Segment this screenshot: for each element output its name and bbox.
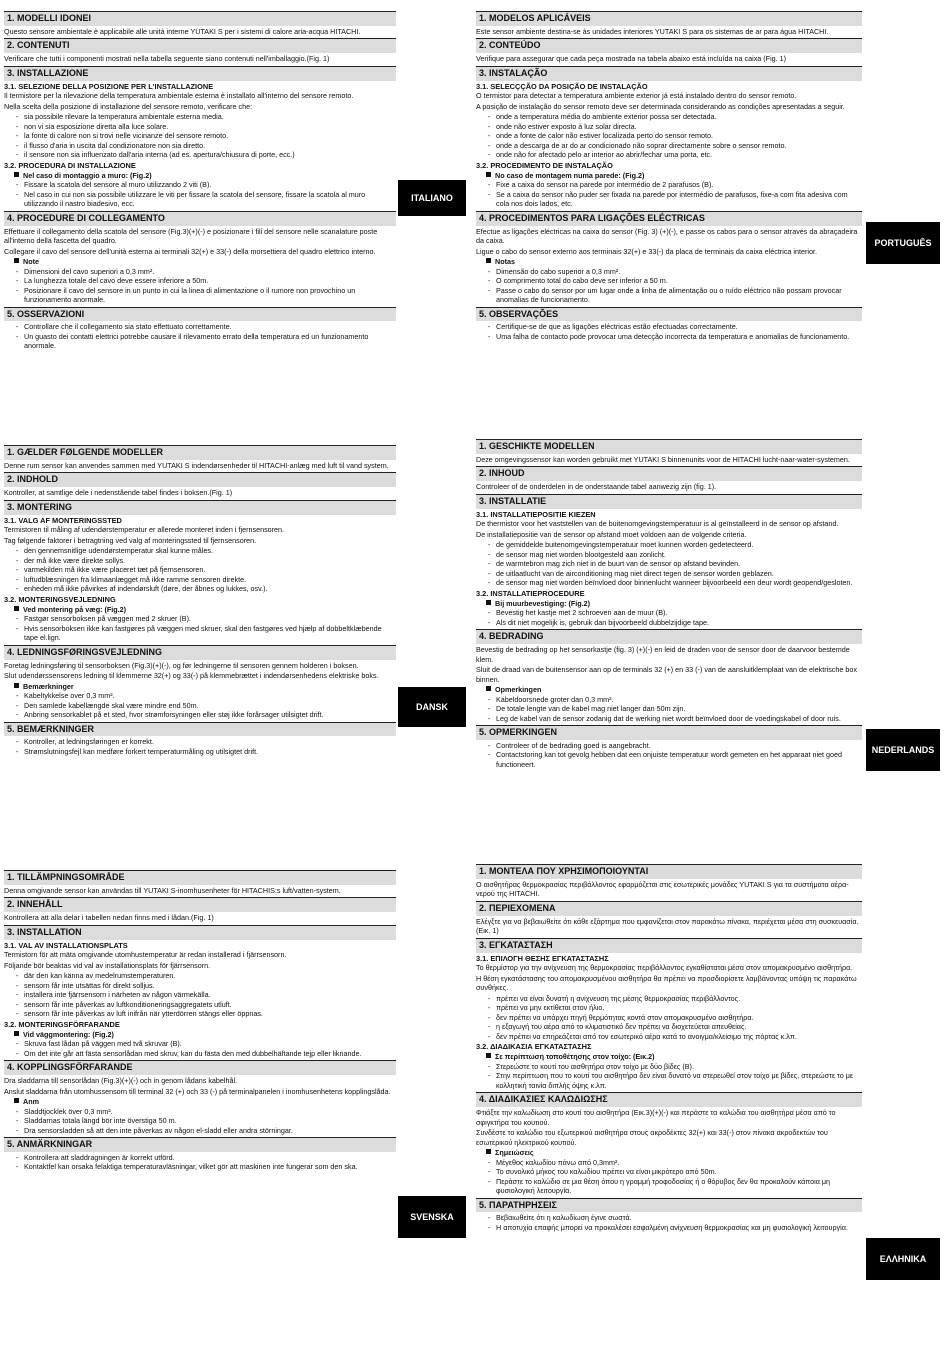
paragraph: Termistoren til måling af udendørstemperatur er allerede monteret inden i fjernsensoren. xyxy=(4,525,285,535)
list-item: - πρέπει να μην εκτίθεται στον ήλιο. xyxy=(488,1003,862,1013)
note-heading xyxy=(476,257,862,267)
list-item: - onde não for afectado pelo ar interior ao abrir/fechar uma porta, etc. xyxy=(488,150,862,160)
paragraph: Controleer of de onderdelen in de onderstaande tabel aanwezig zijn (fig. 1). xyxy=(476,482,717,492)
dash-list xyxy=(4,971,396,1019)
list-item: - de uitlaatlucht van de airconditioning mag niet direct tegen de sensor worden geblazen. xyxy=(488,569,862,579)
paragraph: Denne rum sensor kan anvendes sammen med YUTAKI S indendørsenheder til HITACHI-anlæg med luft til vand system. xyxy=(4,460,389,470)
list-item: - δεν πρέπει να επηρεάζεται από τον εσωτερικό αέρα κατά το ανοιγμα/κλείσιμο της πόρτας κ.λπ. xyxy=(488,1032,862,1042)
list-item: - Anbring sensorkablet på et sted, hvor strømforsyningen eller støj ikke forårsager utilsigtet drift. xyxy=(16,710,396,720)
paragraph: Το θερμίστορ για την ανίχνευση της θερμοκρασίας περιβάλλοντος εγκαθίσταται μέσα στον απομακρυσμένο αισθητήρα. xyxy=(476,963,853,973)
list-item: - Strømslutningsfejl kan medføre forkert temperaturmåling og utilsigtet drift. xyxy=(16,747,396,757)
section-heading: 1. MODELLI IDONEI xyxy=(4,11,396,26)
section-italiano xyxy=(4,9,396,352)
paragraph: Tag følgende faktorer i betragtning ved valg af monteringssted til fjernsensoren. xyxy=(4,535,257,545)
tab-ellinika: ΕΛΛΗΝΙΚΑ xyxy=(866,1238,940,1280)
section-heading: 4. PROCEDIMENTOS PARA LIGAÇÕES ELÉCTRICAS xyxy=(476,211,862,226)
list-item: - Dra sensorsladden så att den inte påverkas av någon el-sladd eller andra störningar. xyxy=(16,1126,396,1136)
section-heading: 2. CONTENUTI xyxy=(4,38,396,53)
note-heading xyxy=(4,1097,396,1107)
dash-list xyxy=(4,691,396,720)
list-item: - de sensor mag niet worden blootgesteld aan zonlicht. xyxy=(488,550,862,560)
section-heading: 1. TILLÄMPNINGSOMRÅDE xyxy=(4,870,396,885)
dash-list xyxy=(476,608,862,627)
list-item: - Kontroller, at ledningsføringen er korrekt. xyxy=(16,737,396,747)
list-item: - Posizionare il cavo del sensore in un punto in cui la linea di alimentazione o il rumore non provochino un funzionamento anormale. xyxy=(16,286,396,305)
paragraph: Dra sladdarna till sensorlådan (Fig.3)(+)(-) och in genom lådans kabelhål. xyxy=(4,1076,238,1086)
paragraph: Verifique para assegurar que cada peça mostrada na tabela abaixo está incluída na caixa (Fig. 1) xyxy=(476,54,787,64)
square-bullet-icon xyxy=(486,600,491,605)
section-heading: 2. INHOUD xyxy=(476,466,862,481)
list-item: - η εξαγωγή του αέρα από το κλιματιστικό δεν πρέπει να διοχετεύεται απευθείας. xyxy=(488,1022,862,1032)
square-bullet-icon xyxy=(14,683,19,688)
subsection-heading: 3.2. ΔΙΑΔΙΚΑΣΙΑ ΕΓΚΑΤΑΣΤΑΣΗΣ xyxy=(476,1042,592,1052)
note-heading-text: Notas xyxy=(495,257,515,267)
note-heading xyxy=(476,685,862,695)
note-heading-text: Note xyxy=(23,257,39,267)
note-heading xyxy=(476,599,862,609)
section-heading: 1. ΜΟΝΤΕΛΑ ΠΟΥ ΧΡΗΣΙΜΟΠΟΙΟΥΝΤΑΙ xyxy=(476,864,862,879)
dash-list xyxy=(476,540,862,588)
paragraph: O termistor para detectar a temperatura ambiente exterior já está instalado dentro do sensor remoto. xyxy=(476,91,797,101)
list-item: - O comprimento total do cabo deve ser inferior a 50 m. xyxy=(488,276,862,286)
subsection-heading: 3.2. PROCEDURA DI INSTALLAZIONE xyxy=(4,160,136,170)
section-nederlands xyxy=(476,437,862,770)
list-item: - Nel caso in cui non sia possibile utilizzare le viti per fissare la scatola del sensore, fissare la scatola al muro utilizzando il nastro biadesivo, ecc. xyxy=(16,190,396,209)
note-heading xyxy=(4,605,396,615)
dash-list xyxy=(476,112,862,160)
list-item: - sensorn får inte påverkas av luft inifrån när ytterdörren stängs eller öppnas. xyxy=(16,1009,396,1019)
list-item: - varmekilden må ikke være placeret tæt på fjernsensoren. xyxy=(16,565,396,575)
dash-list xyxy=(4,1153,396,1172)
list-item: - il flusso d'aria in uscita dal condizionatore non sia diretto. xyxy=(16,141,396,151)
list-item: - Kontaktfel kan orsaka felaktiga temperaturavläsningar, vilket gör att maskinen inte fungerar som den ska. xyxy=(16,1162,396,1172)
subsection-heading: 3.1. INSTALLATIEPOSITIE KIEZEN xyxy=(476,509,596,519)
square-bullet-icon xyxy=(14,258,19,263)
note-heading xyxy=(4,257,396,267)
list-item: - Dimensioni del cavo superiori a 0,3 mm². xyxy=(16,267,396,277)
subsection-heading: 3.1. VAL AV INSTALLATIONSPLATS xyxy=(4,940,128,950)
section-heading: 2. ΠΕΡΙΕΧΟΜΕΝΑ xyxy=(476,901,862,916)
dash-list xyxy=(4,1107,396,1136)
paragraph: Efectue as ligações eléctricas na caixa do sensor (Fig. 3) (+)(-), e passe os cabos para o sensor através da abraçadeira da caixa. xyxy=(476,226,858,246)
paragraph: Effettuare il collegamento della scatola del sensore (Fig.3)(+)(-) e posizionare i fili del sensore nelle scanalature poste all'interno della fascetta del quadro. xyxy=(4,226,378,246)
square-bullet-icon xyxy=(486,686,491,691)
list-item: - Bevestig het kastje met 2 schroeven aan de muur (B). xyxy=(488,608,862,618)
list-item: - sensorn får inte utsättas för direkt solljus. xyxy=(16,981,396,991)
section-heading: 1. MODELOS APLICÁVEIS xyxy=(476,11,862,26)
paragraph: Φτιάξτε την καλωδίωση στο κουτί του αισθητήρα (Εικ.3)(+)(-) και περάστε τα καλώδια του αισθητήρα μέσα από το σφιγκτήρα του κουτιού. xyxy=(476,1108,836,1127)
note-heading xyxy=(476,1148,862,1158)
section-heading: 4. LEDNINGSFØRINGSVEJLEDNING xyxy=(4,645,396,660)
list-item: - πρέπει να είναι δυνατή η ανίχνευση της μέσης θερμοκρασίας περιβάλλοντος. xyxy=(488,994,862,1004)
square-bullet-icon xyxy=(486,258,491,263)
section-heading: 4. KOPPLINGSFÖRFARANDE xyxy=(4,1060,396,1075)
dash-list xyxy=(476,741,862,770)
section-heading: 3. INSTALLATIE xyxy=(476,494,862,509)
list-item: - Περάστε το καλώδιο σε μια θέση όπου η γραμμή τροφοδοσίας ή ο θόρυβος δεν θα προκαλούν κάποια μη φυσιολογική λειτουργία. xyxy=(488,1177,862,1196)
dash-list xyxy=(476,267,862,305)
note-heading-text: Bij muurbevestiging: (Fig.2) xyxy=(495,598,591,608)
dash-list xyxy=(476,1213,862,1232)
list-item: - de warmtebron mag zich niet in de buurt van de sensor op afstand bevinden. xyxy=(488,559,862,569)
section-heading: 4. BEDRADING xyxy=(476,629,862,644)
paragraph: Anslut sladdarna från utomhussensorn till terminal 32 (+) och 33 (-) på terminalpanelen i inomhusenhetens kopplingslåda. xyxy=(4,1086,391,1096)
list-item: - onde a temperatura média do ambiente exterior possa ser detectada. xyxy=(488,112,862,122)
paragraph: Questo sensore ambientale è applicabile alle unità interne YUTAKI S per i sistemi di calore aria-acqua HITACHI. xyxy=(4,26,361,36)
section-heading: 4. PROCEDURE DI COLLEGAMENTO xyxy=(4,211,396,226)
paragraph: De thermistor voor het vaststellen van de buitenomgevingstemperatuur is al geïnstalleerd in de sensor op afstand. xyxy=(476,519,839,529)
list-item: - Hvis sensorboksen ikke kan fastgøres på væggen med skruer, skal den fastgøres ved hjælp af dobbeltklæbende tape el.lign. xyxy=(16,624,396,643)
tab-italiano: ITALIANO xyxy=(398,180,466,216)
section-dansk xyxy=(4,443,396,757)
section-heading: 5. ANMÄRKNINGAR xyxy=(4,1137,396,1152)
list-item: - Dimensão do cabo superior a 0,3 mm². xyxy=(488,267,862,277)
list-item: - onde a descarga de ar do ar condicionado não soprar directamente sobre o sensor remoto. xyxy=(488,141,862,151)
dash-list xyxy=(4,180,396,209)
section-heading: 1. GÆLDER FØLGENDE MODELLER xyxy=(4,445,396,460)
list-item: - il sensore non sia influenzato dall'aria interna (ad es. apertura/chiusura di porte, ecc.) xyxy=(16,150,396,160)
note-heading xyxy=(4,682,396,692)
list-item: - Controleer of de bedrading goed is aangebracht. xyxy=(488,741,862,751)
subsection-heading: 3.2. PROCEDIMENTO DE INSTALAÇÃO xyxy=(476,160,613,170)
list-item: - Passe o cabo do sensor por um lugar onde a linha de alimentação ou o ruído eléctrico não possam provocar anomalias de funcionamento. xyxy=(488,286,862,305)
list-item: - Sladdarnas totala längd bör inte överstiga 50 m. xyxy=(16,1116,396,1126)
paragraph: Συνδέστε το καλώδιο του εξωτερικού αισθητήρα στους ακροδέκτες 32(+) και 33(-) στον πίνακα ακροδεκτών του εσωτερικού ηλεκτρικού κουτιού. xyxy=(476,1128,828,1147)
section-heading: 3. ΕΓΚΑΤΑΣΤΑΣΗ xyxy=(476,938,862,953)
note-heading xyxy=(476,171,862,181)
paragraph: Η θέση εγκατάστασης του απομακρυσμένου αισθητήρα θα πρέπει να προσδιορίσετε λαμβάνοντας υπόψη τις παρακάτω συνθήκες. xyxy=(476,973,857,993)
dash-list xyxy=(4,614,396,643)
tab-nederlands: NEDERLANDS xyxy=(866,729,940,771)
section-svenska xyxy=(4,868,396,1173)
list-item: - δεν πρέπει να υπάρχει πηγή θερμότητας κοντά στον απομακρυσμένο αισθητήρα. xyxy=(488,1013,862,1023)
dash-list xyxy=(476,1158,862,1196)
section-heading: 2. INDHOLD xyxy=(4,472,396,487)
note-heading-text: Σε περίπτωση τοποθέτησης στον τοίχο: (Εικ.2) xyxy=(495,1052,655,1062)
dash-list xyxy=(4,112,396,160)
list-item: - Leg de kabel van de sensor zodanig dat de werking niet wordt beïnvloed door de voedingskabel of door ruis. xyxy=(488,714,862,724)
section-heading: 2. INNEHÅLL xyxy=(4,897,396,912)
section-ellinika xyxy=(476,862,862,1233)
section-heading: 3. INSTALAÇÃO xyxy=(476,66,862,81)
section-heading: 2. CONTEÚDO xyxy=(476,38,862,53)
list-item: - Als dit niet mogelijk is, gebruik dan bijvoorbeeld dubbelzijdige tape. xyxy=(488,618,862,628)
paragraph: Termistorn för att mäta omgivande utomhustemperatur är redan installerad i fjärrsensorn. xyxy=(4,950,287,960)
note-heading-text: Vid väggmontering: (Fig.2) xyxy=(23,1029,114,1039)
dash-list xyxy=(4,1039,396,1058)
list-item: - sensorn får inte påverkas av luftkonditioneringsaggregatets utluft. xyxy=(16,1000,396,1010)
list-item: - Se a caixa do sensor não puder ser fixada na parede por intermédio de parafusos, fixe-a com fita adesiva com cola nos dois lados, etc. xyxy=(488,190,862,209)
list-item: - Kabeltykkelse over 0,3 mm². xyxy=(16,691,396,701)
paragraph: Verificare che tutti i componenti mostrati nella tabella seguente siano contenuti nell'imballaggio.(Fig. 1) xyxy=(4,54,330,64)
note-heading-text: Ved montering på væg: (Fig.2) xyxy=(23,604,127,614)
list-item: - den gennemsnitlige udendørstemperatur skal kunne måles. xyxy=(16,546,396,556)
list-item: - Το συνολικό μήκος του καλωδίου πρέπει να είναι μικρότερο από 50m. xyxy=(488,1167,862,1177)
dash-list xyxy=(476,1062,862,1091)
dash-list xyxy=(4,546,396,594)
dash-list xyxy=(4,267,396,305)
paragraph: Nella scelta della posizione di installazione del sensore remoto, verificare che: xyxy=(4,101,253,111)
list-item: - onde a fonte de calor não estiver localizada perto do sensor remoto. xyxy=(488,131,862,141)
list-item: - La lunghezza totale del cavo deve essere inferiore a 50m. xyxy=(16,276,396,286)
dash-list xyxy=(476,994,862,1042)
paragraph: Ελέγξτε για να βεβαιωθείτε ότι κάθε εξάρτημα που εμφανίζεται στον παρακάτω πίνακα, περιέχεται μέσα στη συσκευασία. (Εικ. 1) xyxy=(476,916,859,936)
list-item: - sia possibile rilevare la temperatura ambientale esterna media. xyxy=(16,112,396,122)
tab-svenska: SVENSKA xyxy=(398,1196,466,1238)
note-heading-text: No caso de montagem numa parede: (Fig.2) xyxy=(495,170,645,180)
list-item: - Η αποτυχία επαφής μπορεί να προκαλέσει εσφαλμένη ανίχνευση θερμοκρασίας και μη φυσιολογική λειτουργία. xyxy=(488,1223,862,1233)
subsection-heading: 3.1. SELEZIONE DELLA POSIZIONE PER L'INSTALLAZIONE xyxy=(4,81,214,91)
square-bullet-icon xyxy=(14,1031,19,1036)
section-heading: 3. MONTERING xyxy=(4,500,396,515)
note-heading xyxy=(476,1052,862,1062)
list-item: - Fixe a caixa do sensor na parede por intermédio de 2 parafusos (B). xyxy=(488,180,862,190)
square-bullet-icon xyxy=(486,172,491,177)
list-item: - Contactstoring kan tot gevolg hebben dat een onjuiste temperatuur wordt gemeten en het apparaat niet goed functioneert. xyxy=(488,750,862,769)
paragraph: A posição de instalação do sensor remoto deve ser determinada considerando as condições apresentadas a seguir. xyxy=(476,101,845,111)
list-item: - luftudblæsningen fra klimaanlægget må ikke ramme sensoren direkte. xyxy=(16,575,396,585)
paragraph: Slut udendørssensorens ledning til klemmerne 32(+) og 33(-) på klemmebrættet i indendørsenhedens elektriske boks. xyxy=(4,671,379,681)
section-heading: 5. OSSERVAZIONI xyxy=(4,307,396,322)
section-heading: 3. INSTALLATION xyxy=(4,925,396,940)
subsection-heading: 3.2. MONTERINGSFÖRFARANDE xyxy=(4,1019,120,1029)
note-heading xyxy=(4,171,396,181)
list-item: - Om det inte går att fästa sensorlådan med skruv, kan du fästa den med dubbelhäftande tejp eller liknande. xyxy=(16,1049,396,1059)
note-heading-text: Opmerkingen xyxy=(495,685,542,695)
list-item: - Kontrollera att sladdragningen är korrekt utförd. xyxy=(16,1153,396,1163)
note-heading-text: Anm xyxy=(23,1097,39,1107)
list-item: - Στερεώστε το κουτί του αισθητήρα στον τοίχο με δύο βίδες (B). xyxy=(488,1062,862,1072)
dash-list xyxy=(4,737,396,756)
note-heading-text: Bemærkninger xyxy=(23,681,74,691)
square-bullet-icon xyxy=(14,172,19,177)
list-item: - där den kan känna av medelrumstemperaturen. xyxy=(16,971,396,981)
square-bullet-icon xyxy=(486,1149,491,1154)
section-heading: 5. ΠΑΡΑΤΗΡΗΣΕΙΣ xyxy=(476,1198,862,1213)
paragraph: Bevestig de bedrading op het sensorkastje (fig. 3) (+)(-) en leid de draden voor de sensor door de daarvoor bestemde klem. xyxy=(476,645,850,664)
paragraph: Este sensor ambiente destina-se às unidades interiores YUTAKI S para os sistemas de ar para água HITACHI. xyxy=(476,26,829,36)
section-portugues xyxy=(476,9,862,342)
square-bullet-icon xyxy=(486,1053,491,1058)
list-item: - Sladdtjocklek över 0,3 mm². xyxy=(16,1107,396,1117)
list-item: - Uma falha de contacto pode provocar uma detecção incorrecta da temperatura e anomalias de funcionamento. xyxy=(488,332,862,342)
section-heading: 5. OPMERKINGEN xyxy=(476,725,862,740)
list-item: - Στην περίπτωση που το κουτί του αισθητήρα δεν είναι δυνατό να στερεωθεί στον τοίχο με βίδες, στερεώστε το με κολλητική ταινία διπλής όψης κ.λπ. xyxy=(488,1071,862,1090)
dash-list xyxy=(4,322,396,351)
list-item: - Kabeldoorsnede groter dan 0,3 mm². xyxy=(488,695,862,705)
paragraph: Collegare il cavo del sensore dell'unità esterna ai terminali 32(+) e 33(-) della morsettiera del quadro elettrico interno. xyxy=(4,246,376,256)
subsection-heading: 3.1. ΕΠΙΛΟΓΗ ΘΕΣΗΣ ΕΓΚΑΤΑΣΤΑΣΗΣ xyxy=(476,953,609,963)
subsection-heading: 3.1. VALG AF MONTERINGSSTED xyxy=(4,515,122,525)
section-heading: 1. GESCHIKTE MODELLEN xyxy=(476,439,862,454)
square-bullet-icon xyxy=(14,1098,19,1103)
list-item: - de sensor mag niet worden beïnvloed door binnenlucht wanneer bijvoorbeeld een deur wordt geopend/gesloten. xyxy=(488,578,862,588)
list-item: - Un guasto dei contatti elettrici potrebbe causare il rilevamento errato della temperatura ed un funzionamento anormale. xyxy=(16,332,396,351)
list-item: - Βεβαιωθείτε ότι η καλωδίωση έγινε σωστά. xyxy=(488,1213,862,1223)
paragraph: Ο αισθητήρας θερμοκρασίας περιβάλλοντος εφαρμόζεται στις εσωτερικές μονάδες YUTAKI S για τα συστήματα αέρα-νερού της HITACHI. xyxy=(476,879,849,899)
list-item: - Controllare che il collegamento sia stato effettuato correttamente. xyxy=(16,322,396,332)
list-item: - Fissare la scatola del sensore al muro utilizzando 2 viti (B). xyxy=(16,180,396,190)
paragraph: Foretag ledningsføring til sensorboksen (Fig.3)(+)(-), og før ledningerne til sensoren gennem holderen i boksen. xyxy=(4,660,359,670)
section-heading: 5. BEMÆRKNINGER xyxy=(4,722,396,737)
section-heading: 3. INSTALLAZIONE xyxy=(4,66,396,81)
list-item: - enheden må ikke påvirkes af indendørsluft (døre, der åbnes og lukkes, osv.). xyxy=(16,584,396,594)
paragraph: Denna omgivande sensor kan användas till YUTAKI S-inomhusenheter för HITACHIS:s luft/vatten-system. xyxy=(4,885,341,895)
list-item: - installera inte fjärrsensorn i närheten av någon värmekälla. xyxy=(16,990,396,1000)
subsection-heading: 3.2. MONTERINGSVEJLEDNING xyxy=(4,594,116,604)
list-item: - non vi sia esposizione diretta alla luce solare. xyxy=(16,122,396,132)
dash-list xyxy=(476,322,862,341)
paragraph: Kontrollera att alla delar i tabellen nedan finns med i lådan.(Fig. 1) xyxy=(4,913,214,923)
paragraph: Il termistore per la rilevazione della temperatura ambientale esterna è installato all'interno del sensore remoto. xyxy=(4,91,354,101)
list-item: - de gemiddelde buitenomgevingstemperatuur moet kunnen worden gedetecteerd. xyxy=(488,540,862,550)
paragraph: Följande bör beaktas vid val av installationsplats för fjärrsensorn. xyxy=(4,960,211,970)
list-item: - der må ikke være direkte sollys. xyxy=(16,556,396,566)
note-heading-text: Nel caso di montaggio a muro: (Fig.2) xyxy=(23,170,152,180)
list-item: - Μέγεθος καλωδίου πάνω από 0,3mm². xyxy=(488,1158,862,1168)
list-item: - Den samlede kabellængde skal være mindre end 50m. xyxy=(16,701,396,711)
subsection-heading: 3.2. INSTALLATIEPROCEDURE xyxy=(476,588,585,598)
paragraph: Sluit de draad van de buitensensor aan op de terminals 32 (+) en 33 (-) van de aansluitklemplaat van de elektrische box binnen. xyxy=(476,665,857,684)
dash-list xyxy=(476,180,862,209)
list-item: - Fastgør sensorboksen på væggen med 2 skruer (B). xyxy=(16,614,396,624)
tab-portugues: PORTUGUÊS xyxy=(866,222,940,264)
section-heading: 5. OBSERVAÇÕES xyxy=(476,307,862,322)
square-bullet-icon xyxy=(14,606,19,611)
list-item: - onde não estiver exposto à luz solar directa. xyxy=(488,122,862,132)
section-heading: 4. ΔΙΑΔΙΚΑΣΙΕΣ ΚΑΛΩΔΙΩΣΗΣ xyxy=(476,1092,862,1107)
list-item: - Skruva fast lådan på väggen med två skruvar (B). xyxy=(16,1039,396,1049)
paragraph: Ligue o cabo do sensor externo aos terminais 32(+) e 33(-) da placa de terminais da caixa eléctrica interior. xyxy=(476,246,817,256)
list-item: - la fonte di calore non si trovi nelle vicinanze del sensore remoto. xyxy=(16,131,396,141)
list-item: - Certifique-se de que as ligações eléctricas estão efectuadas correctamente. xyxy=(488,322,862,332)
note-heading xyxy=(4,1030,396,1040)
tab-dansk: DANSK xyxy=(398,687,466,727)
note-heading-text: Σημειώσεις xyxy=(495,1148,534,1158)
paragraph: Deze omgevingssensor kan worden gebruikt met YUTAKI S binnenunits voor de HITACHI lucht-naar-water-systemen. xyxy=(476,454,850,464)
paragraph: Kontroller, at samtlige dele i nedenstående tabel findes i boksen.(Fig. 1) xyxy=(4,488,233,498)
dash-list xyxy=(476,695,862,724)
paragraph: De installatiepositie van de sensor op afstand moet voldoen aan de volgende criteria. xyxy=(476,529,747,539)
list-item: - De totale lengte van de kabel mag niet langer dan 50m zijn. xyxy=(488,704,862,714)
subsection-heading: 3.1. SELECÇÇÃO DA POSIÇÃO DE INSTALAÇÃO xyxy=(476,81,648,91)
